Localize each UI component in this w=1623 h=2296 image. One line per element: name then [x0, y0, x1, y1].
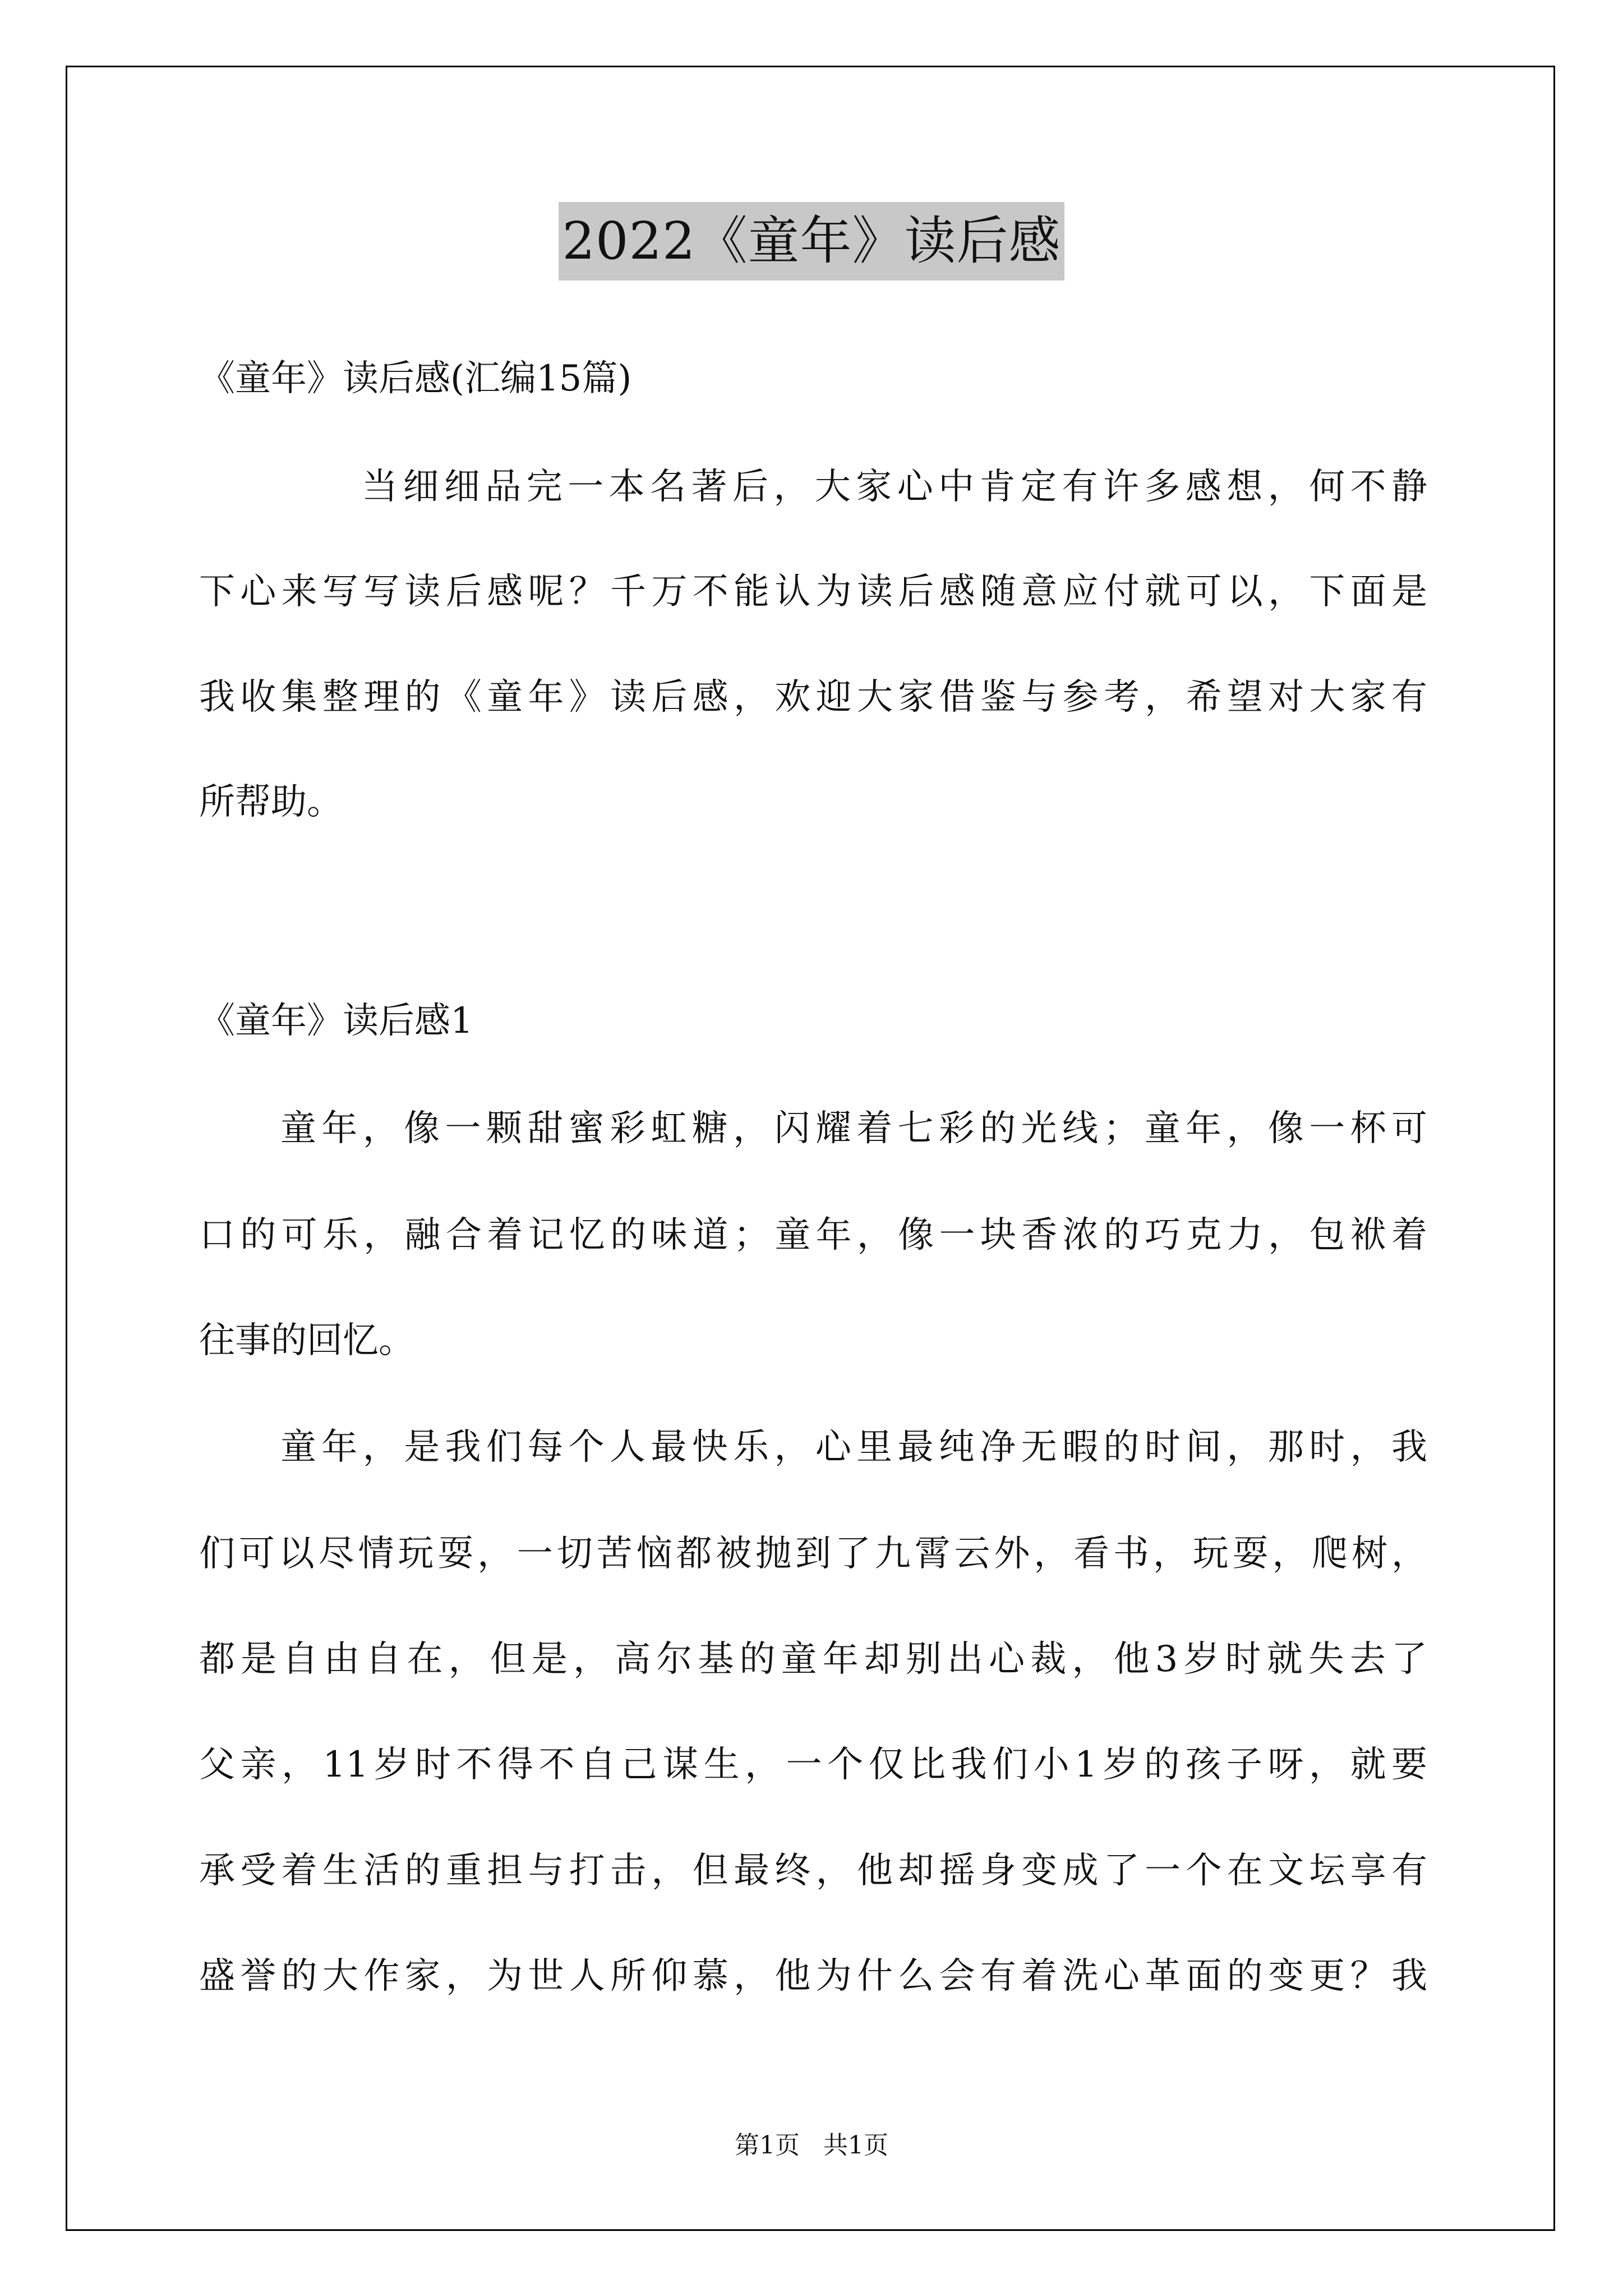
- paragraph2-line-2: 们可以尽情玩耍，一切苦恼都被抛到了九霄云外，看书，玩耍，爬树，: [199, 1533, 1427, 1575]
- title-container: [0, 202, 1623, 280]
- intro-line-1: 当细细品完一本名著后，大家心中肯定有许多感想，何不静: [362, 466, 1427, 508]
- paragraph2-line-3: 都是自由自在，但是，高尔基的童年却别出心裁，他3岁时就失去了: [199, 1639, 1427, 1680]
- paragraph2-line-1: 童年，是我们每个人最快乐，心里最纯净无暇的时间，那时，我: [280, 1427, 1427, 1468]
- paragraph1-line-1: 童年，像一颗甜蜜彩虹糖，闪耀着七彩的光线；童年，像一杯可: [280, 1108, 1427, 1149]
- document-title: 2022《童年》读后感: [559, 202, 1064, 280]
- section-heading: 《童年》读后感1: [199, 1000, 473, 1042]
- paragraph2-line-4: 父亲，11岁时不得不自己谋生，一个仅比我们小1岁的孩子呀，就要: [199, 1744, 1427, 1786]
- paragraph1-line-2: 口的可乐，融合着记忆的味道；童年，像一块香浓的巧克力，包袱着: [199, 1214, 1427, 1256]
- intro-line-2: 下心来写写读后感呢？千万不能认为读后感随意应付就可以，下面是: [199, 571, 1427, 613]
- paragraph2-line-6: 盛誉的大作家，为世人所仰慕，他为什么会有着洗心革面的变更？我: [199, 1955, 1427, 1997]
- page-footer: 第1页 共1页: [735, 2131, 888, 2160]
- paragraph2-line-5: 承受着生活的重担与打击，但最终，他却摇身变成了一个在文坛享有: [199, 1850, 1427, 1892]
- intro-line-3: 我收集整理的《童年》读后感，欢迎大家借鉴与参考，希望对大家有: [199, 677, 1427, 718]
- intro-line-4: 所帮助。: [199, 781, 343, 823]
- paragraph1-line-3: 往事的回忆。: [199, 1320, 414, 1361]
- document-subtitle: 《童年》读后感(汇编15篇): [199, 358, 632, 399]
